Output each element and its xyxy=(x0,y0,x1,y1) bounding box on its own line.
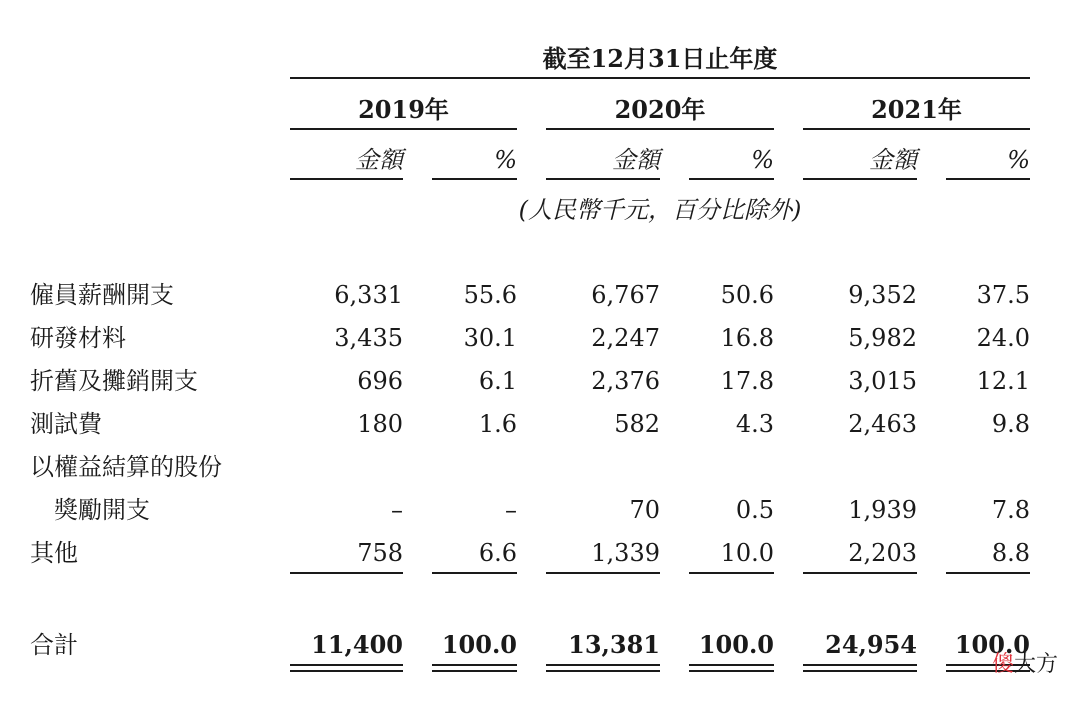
percent-header-2021: % xyxy=(1007,146,1030,174)
table-cell: 5,982 xyxy=(848,324,917,352)
table-cell: 70 xyxy=(629,496,660,524)
table-cell: 2,247 xyxy=(591,324,660,352)
year-header-2021: 2021年 xyxy=(871,95,962,124)
row-label: 獎勵開支 xyxy=(54,496,150,524)
double-rule xyxy=(432,670,517,672)
amount-header-2020: 金額 xyxy=(612,146,660,174)
year-header-2020: 2020年 xyxy=(614,95,706,124)
year-rule-2019 xyxy=(290,128,517,130)
table-cell: 55.6 xyxy=(463,281,517,309)
table-cell: 1.6 xyxy=(478,410,517,438)
table-cell: 2,376 xyxy=(591,367,660,395)
table-cell: 3,015 xyxy=(848,367,917,395)
sub-rule xyxy=(803,178,917,180)
subtotal-rule xyxy=(689,572,774,574)
table-cell: 6,767 xyxy=(591,281,660,309)
subtotal-rule xyxy=(803,572,917,574)
total-cell: 24,954 xyxy=(825,630,917,659)
table-cell: 6.6 xyxy=(478,539,517,567)
percent-header-2019: % xyxy=(494,146,517,174)
sub-rule xyxy=(546,178,660,180)
watermark-part2: 大方 xyxy=(1013,652,1058,677)
table-cell: 16.8 xyxy=(720,324,774,352)
amount-header-2021: 金額 xyxy=(869,146,917,174)
table-cell: 3,435 xyxy=(334,324,403,352)
total-cell: 100.0 xyxy=(441,630,517,659)
sub-rule xyxy=(946,178,1030,180)
total-cell: 100.0 xyxy=(954,630,1030,659)
total-cell: 100.0 xyxy=(698,630,774,659)
table-cell: 696 xyxy=(357,367,403,395)
table-cell: 1,339 xyxy=(591,539,660,567)
year-rule-2020 xyxy=(546,128,774,130)
subtotal-rule xyxy=(290,572,403,574)
watermark-part1: 傻 xyxy=(991,652,1014,677)
table-cell: 6.1 xyxy=(478,367,517,395)
subtotal-rule xyxy=(946,572,1030,574)
header-rule xyxy=(290,77,1030,79)
table-cell: 758 xyxy=(357,539,403,567)
table-cell: 582 xyxy=(614,410,660,438)
sub-rule xyxy=(689,178,774,180)
sub-rule xyxy=(432,178,517,180)
table-cell: 7.8 xyxy=(991,496,1030,524)
row-label: 以權益結算的股份 xyxy=(30,453,222,481)
table-cell: – xyxy=(391,496,403,524)
sub-rule xyxy=(290,178,403,180)
double-rule xyxy=(546,670,660,672)
double-rule xyxy=(689,670,774,672)
table-cell: 9.8 xyxy=(991,410,1030,438)
row-label: 折舊及攤銷開支 xyxy=(30,367,198,395)
table-cell: 17.8 xyxy=(720,367,774,395)
table-cell: 30.1 xyxy=(463,324,517,352)
double-rule xyxy=(546,664,660,666)
double-rule xyxy=(803,664,917,666)
unit-note: (人民幣千元，百分比除外) xyxy=(518,196,802,224)
double-rule xyxy=(689,664,774,666)
amount-header-2019: 金額 xyxy=(355,146,403,174)
table-cell: 24.0 xyxy=(976,324,1030,352)
row-label: 僱員薪酬開支 xyxy=(30,281,174,309)
total-cell: 13,381 xyxy=(568,630,660,659)
subtotal-rule xyxy=(432,572,517,574)
row-label: 測試費 xyxy=(30,410,102,438)
total-label: 合計 xyxy=(30,631,78,659)
table-cell: 6,331 xyxy=(334,281,403,309)
double-rule xyxy=(432,664,517,666)
period-title: 截至12月31日止年度 xyxy=(542,44,778,73)
total-cell: 11,400 xyxy=(311,630,403,659)
table-cell: 0.5 xyxy=(735,496,774,524)
table-cell: 37.5 xyxy=(976,281,1030,309)
year-rule-2021 xyxy=(803,128,1030,130)
double-rule xyxy=(290,670,403,672)
subtotal-rule xyxy=(546,572,660,574)
table-cell: 1,939 xyxy=(848,496,917,524)
table-cell: 10.0 xyxy=(720,539,774,567)
table-cell: 180 xyxy=(357,410,403,438)
double-rule xyxy=(290,664,403,666)
table-cell: 2,463 xyxy=(848,410,917,438)
row-label: 其他 xyxy=(30,539,78,567)
table-cell: 50.6 xyxy=(720,281,774,309)
table-cell: – xyxy=(505,496,517,524)
table-cell: 12.1 xyxy=(976,367,1030,395)
table-cell: 8.8 xyxy=(991,539,1030,567)
year-header-2019: 2019年 xyxy=(358,95,449,124)
table-cell: 9,352 xyxy=(848,281,917,309)
table-cell: 4.3 xyxy=(735,410,774,438)
watermark xyxy=(992,652,1058,678)
table-cell: 2,203 xyxy=(848,539,917,567)
double-rule xyxy=(803,670,917,672)
row-label: 研發材料 xyxy=(30,324,126,352)
percent-header-2020: % xyxy=(751,146,774,174)
